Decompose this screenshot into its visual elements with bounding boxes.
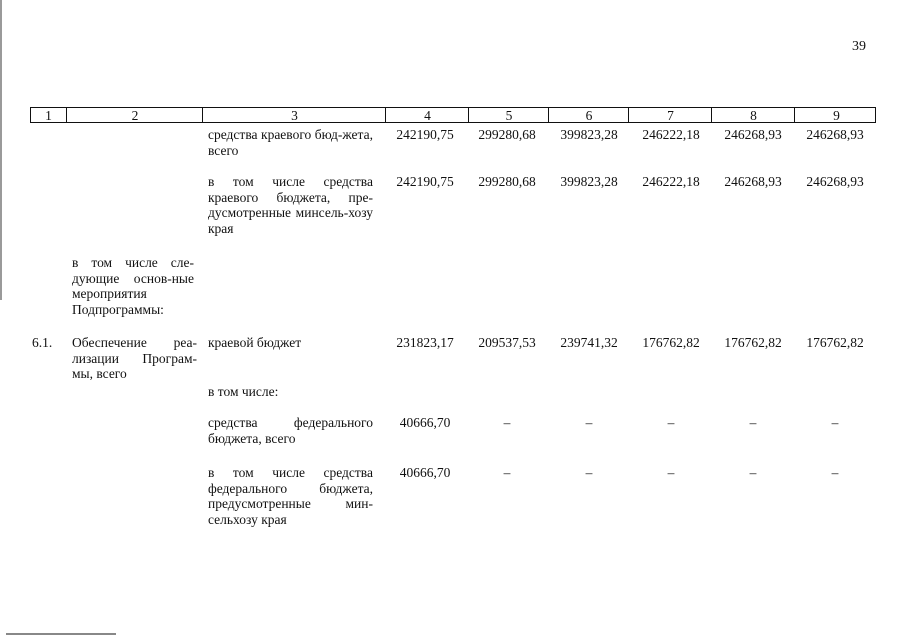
value-col-5: 209537,53 [478,335,536,350]
header-cell-3: 3 [202,108,386,122]
value-col-7: 246222,18 [642,174,700,189]
value-col-9: 176762,82 [806,335,864,350]
value-col-5: – [503,465,511,480]
row-description: краевой бюджет [208,335,302,350]
value-col-9: – [831,415,839,430]
value-col-4: 242190,75 [396,127,454,142]
value-col-8: 246268,93 [724,174,782,189]
value-col-5: – [503,415,511,430]
value-col-8: 176762,82 [724,335,782,350]
footnote-rule [6,633,116,635]
value-col-6: 239741,32 [560,335,618,350]
table-header-row [30,107,876,123]
header-cell-1: 1 [45,108,52,123]
header-cell-4: 4 [385,108,469,122]
value-col-6: – [585,415,593,430]
value-col-4: 40666,70 [399,465,451,480]
page-left-edge [0,0,2,300]
header-cell-6: 6 [548,108,629,122]
value-col-6: – [585,465,593,480]
row-description: в том числе средства краевого бюджета, пре-дусмотренные минсель-хозу края [208,174,373,236]
measure-name: в том числе сле-дующие основ-ные мероприятия Подпрограммы: [72,255,194,317]
value-col-6: 399823,28 [560,174,618,189]
value-col-4: 40666,70 [399,415,451,430]
value-col-8: – [749,415,757,430]
header-cell-7: 7 [628,108,712,122]
value-col-7: 246222,18 [642,127,700,142]
value-col-9: 246268,93 [806,174,864,189]
value-col-7: – [667,465,675,480]
value-col-8: – [749,465,757,480]
item-number: 6.1. [32,335,53,350]
value-col-6: 399823,28 [560,127,618,142]
header-cell-8: 8 [711,108,795,122]
row-description: средства федерального бюджета, всего [208,415,373,446]
row-description: средства краевого бюд-жета, всего [208,127,373,158]
value-col-5: 299280,68 [478,127,536,142]
value-col-9: – [831,465,839,480]
measure-name: Обеспечение реа-лизации Програм-мы, всего [72,335,197,381]
value-col-4: 231823,17 [396,335,454,350]
header-cell-2: 2 [66,108,203,122]
value-col-7: – [667,415,675,430]
header-cell-5: 5 [468,108,549,122]
value-col-9: 246268,93 [806,127,864,142]
value-col-5: 299280,68 [478,174,536,189]
header-cell-9: 9 [794,108,878,122]
value-col-8: 246268,93 [724,127,782,142]
page-number: 39 [852,39,866,54]
value-col-7: 176762,82 [642,335,700,350]
value-col-4: 242190,75 [396,174,454,189]
row-description: в том числе: [208,384,279,399]
row-description: в том числе средства федерального бюджета, предусмотренные мин-сельхозу края [208,465,373,527]
